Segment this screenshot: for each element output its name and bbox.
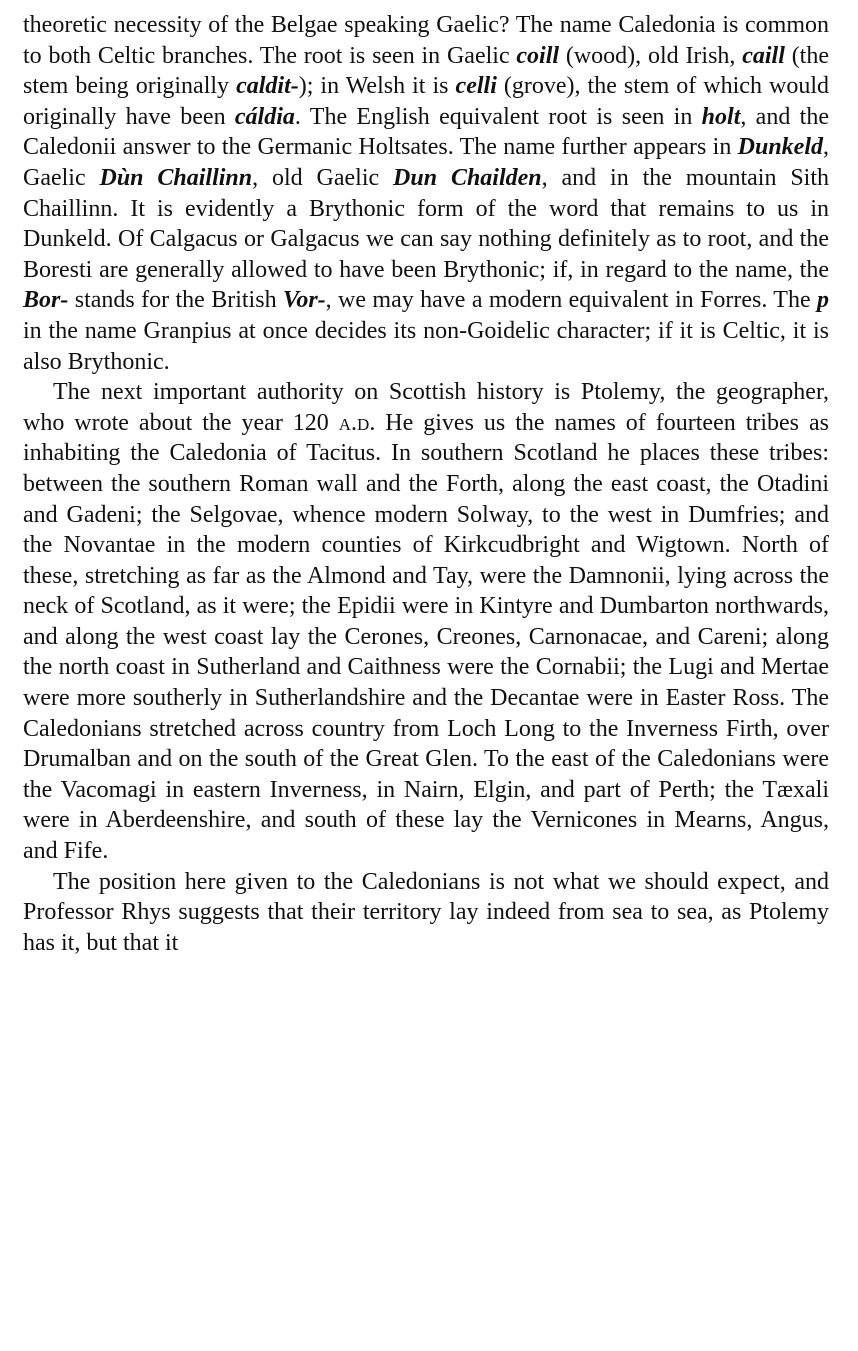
paragraph-text — [23, 867, 829, 959]
italic-term: celli — [455, 73, 497, 100]
text-run: (grove), the stem of which would originally have been — [23, 73, 829, 130]
paragraph-1 — [23, 10, 829, 377]
text-run: . The English equivalent root is seen in — [294, 103, 702, 130]
paragraph-text — [23, 10, 829, 377]
text-run: , old Gaelic — [252, 164, 394, 191]
paragraph-3 — [23, 867, 829, 959]
small-caps-text: a.d. — [338, 409, 376, 436]
text-run: (the stem being originally — [23, 42, 829, 100]
italic-term: Vor- — [282, 287, 326, 314]
italic-term: Dunkeld — [737, 134, 823, 161]
text-run: stands for the British — [68, 287, 283, 314]
text-run: , and the Caledonii answer to the Germanic Holtsates. The name further appears in — [23, 103, 829, 161]
text-run: (wood), old Irish, — [559, 42, 743, 69]
text-run: , we may have a modern equivalent in Forres. The — [325, 287, 818, 314]
text-run: theoretic necessity of the Belgae speaking Gaelic? The name Caledonia is common to both Celtic branches. The root is seen in Gaelic — [23, 12, 829, 69]
document-page — [23, 10, 829, 958]
text-run: ); in Welsh it is — [298, 73, 456, 100]
italic-term: caldit- — [236, 73, 299, 100]
italic-term: p — [817, 287, 830, 314]
italic-term: caill — [742, 42, 785, 69]
italic-term: coill — [516, 42, 560, 69]
paragraph-2 — [23, 377, 829, 867]
text-run: He gives us the names of fourteen tribes as inhabiting the Caledonia of Tacitus. In southern Scotland he places these tribes: between the southern Roman wall and the Forth, along the east coast, the Otadini and Gadeni; the Selgovae, whence modern Solway, to the west in Dumfries; and the Novantae in the modern counties of Kirkcudbright and Wigtown. North of these, stretching as far as the Almond and Tay, were the Damnonii, lying across the neck of Scotland, as it were; the Epidii were in Kintyre and Dumbarton northwards, and along the west coast lay the Cerones, Creones, Carnonacae, and Careni; along the north coast in Sutherland and Caithness were the Cornabii; the Lugi and Mertae were more southerly in Sutherlandshire and the Decantae were in Easter Ross. The Caledonians stretched across country from Loch Long to the Inverness Firth, over Drumalban and on the south of the Great Glen. To the east of the Caledonians were the Vacomagi in eastern Inverness, in Nairn, Elgin, and part of Perth; the Tæxali were in Aberdeenshire, and south of these lay the Vernicones in Mearns, Angus, and Fife. — [23, 409, 829, 865]
text-run: The next important authority on Scottish history is Ptolemy, the geographer, who wrote about the year 120 — [23, 379, 829, 436]
italic-term: cáldia — [234, 103, 295, 130]
italic-term: Dun Chailden — [393, 164, 542, 191]
italic-term: holt — [701, 103, 741, 130]
paragraph-text — [23, 377, 829, 867]
italic-term: Bor- — [23, 287, 69, 314]
text-run: in the name Granpius at once decides its non-Goidelic character; if it is Celtic, it is also Brythonic. — [23, 317, 829, 375]
text-run: , and in the mountain Sith Chaillinn. It is evidently a Brythonic form of the word that remains to us in Dunkeld. Of Calgacus or Galgacus we can say nothing definitely as to root, and the Boresti are generally allowed to have been Brythonic; if, in regard to the name, the — [23, 164, 829, 283]
text-run: The position here given to the Caledonians is not what we should expect, and Professor Rhys suggests that their territory lay indeed from sea to sea, as Ptolemy has it, but that it — [23, 868, 829, 956]
text-run: , Gaelic — [23, 134, 829, 191]
italic-term: Dùn Chaillinn — [99, 164, 253, 191]
